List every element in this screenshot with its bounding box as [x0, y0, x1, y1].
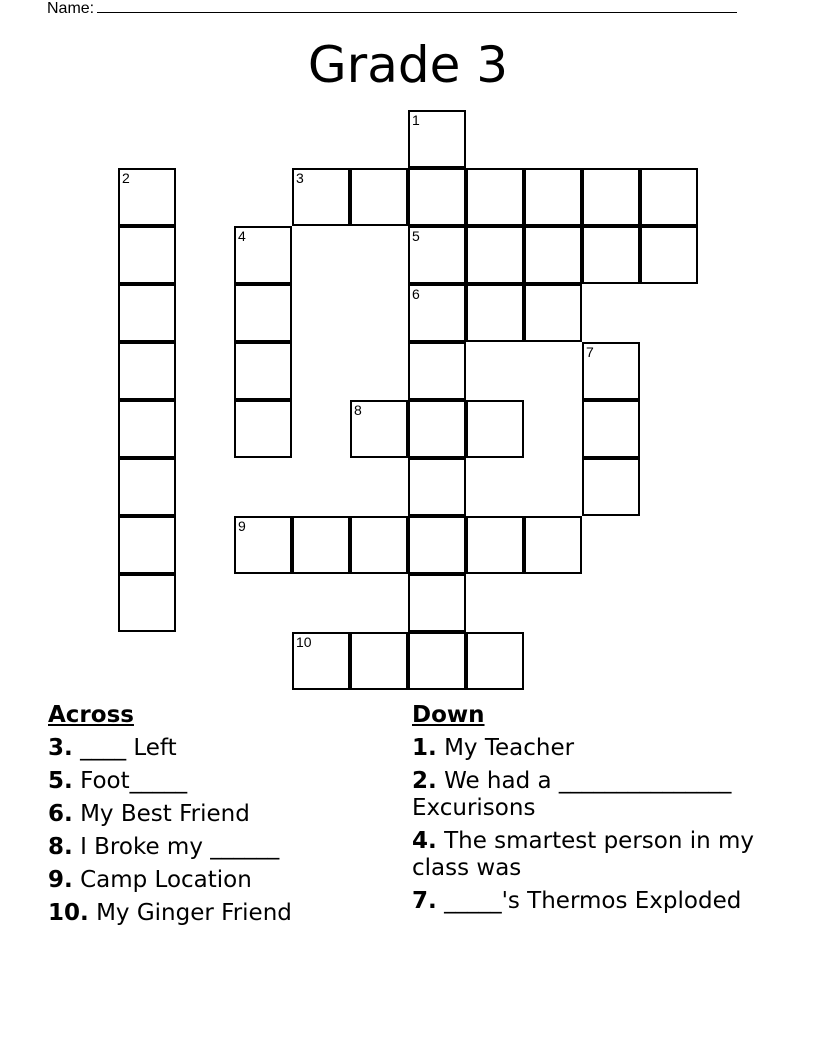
clue-item — [48, 801, 388, 828]
grid-cell[interactable] — [350, 516, 408, 574]
clue-item-number: 6. — [48, 801, 73, 827]
grid-cell[interactable] — [524, 168, 582, 226]
clue-item-number: 8. — [48, 834, 73, 860]
clue-item-text: ____ Left — [80, 735, 177, 761]
clue-number: 4 — [238, 228, 246, 244]
grid-cell[interactable] — [292, 516, 350, 574]
clue-item-text: Foot_____ — [80, 768, 188, 794]
grid-cell[interactable] — [408, 226, 466, 284]
clue-item — [412, 888, 782, 915]
clue-item — [48, 867, 388, 894]
grid-cell[interactable] — [582, 400, 640, 458]
clue-item-text: My Ginger Friend — [96, 900, 292, 926]
clue-item — [412, 828, 782, 882]
grid-cell[interactable] — [582, 342, 640, 400]
down-clues — [412, 702, 782, 921]
grid-cell[interactable] — [234, 400, 292, 458]
across-heading: Across — [48, 702, 134, 728]
clue-number: 10 — [296, 634, 312, 650]
down-clue-list — [412, 735, 782, 915]
clue-item — [48, 834, 388, 861]
grid-cell[interactable] — [524, 226, 582, 284]
clue-number: 2 — [122, 170, 130, 186]
grid-cell[interactable] — [408, 110, 466, 168]
clue-number: 5 — [412, 228, 420, 244]
clue-number: 6 — [412, 286, 420, 302]
grid-cell[interactable] — [292, 632, 350, 690]
grid-cell[interactable] — [582, 226, 640, 284]
across-clues — [48, 702, 388, 933]
grid-cell[interactable] — [118, 342, 176, 400]
grid-cell[interactable] — [408, 632, 466, 690]
clue-item-number: 2. — [412, 768, 437, 794]
clue-item — [412, 735, 782, 762]
grid-cell[interactable] — [118, 400, 176, 458]
clue-item-text: We had a _______________ Excurisons — [412, 768, 732, 821]
clue-item-text: _____'s Thermos Exploded — [444, 888, 742, 914]
grid-cell[interactable] — [234, 284, 292, 342]
clue-item-text: My Teacher — [444, 735, 575, 761]
grid-cell[interactable] — [524, 516, 582, 574]
grid-cell[interactable] — [408, 284, 466, 342]
grid-cell[interactable] — [466, 226, 524, 284]
grid-cell[interactable] — [524, 284, 582, 342]
clue-number: 1 — [412, 112, 420, 128]
grid-cell[interactable] — [118, 574, 176, 632]
grid-cell[interactable] — [582, 168, 640, 226]
clue-item-text: I Broke my ______ — [80, 834, 280, 860]
grid-cell[interactable] — [408, 400, 466, 458]
grid-cell[interactable] — [466, 400, 524, 458]
grid-cell[interactable] — [350, 632, 408, 690]
grid-cell[interactable] — [640, 168, 698, 226]
clue-number: 8 — [354, 402, 362, 418]
across-clue-list — [48, 735, 388, 927]
clue-item-text: Camp Location — [80, 867, 252, 893]
grid-cell[interactable] — [234, 516, 292, 574]
down-heading: Down — [412, 702, 485, 728]
clue-item-number: 7. — [412, 888, 437, 914]
clue-number: 3 — [296, 170, 304, 186]
page-title: Grade 3 — [307, 36, 509, 94]
grid-cell[interactable] — [234, 226, 292, 284]
grid-cell[interactable] — [466, 284, 524, 342]
grid-cell[interactable] — [118, 284, 176, 342]
grid-cell[interactable] — [350, 168, 408, 226]
clue-item-text: My Best Friend — [80, 801, 250, 827]
grid-cell[interactable] — [118, 168, 176, 226]
clue-item-number: 3. — [48, 735, 73, 761]
grid-cell[interactable] — [408, 516, 466, 574]
clue-item — [412, 768, 782, 822]
grid-cell[interactable] — [466, 516, 524, 574]
clue-item-number: 4. — [412, 828, 437, 854]
clue-item-number: 1. — [412, 735, 437, 761]
grid-cell[interactable] — [350, 400, 408, 458]
grid-cell[interactable] — [118, 516, 176, 574]
clue-item — [48, 768, 388, 795]
clue-number: 7 — [586, 344, 594, 360]
clue-item — [48, 735, 388, 762]
grid-cell[interactable] — [408, 342, 466, 400]
name-label: Name: — [47, 0, 95, 17]
grid-cell[interactable] — [466, 632, 524, 690]
grid-cell[interactable] — [408, 574, 466, 632]
grid-cell[interactable] — [408, 458, 466, 516]
grid-cell[interactable] — [640, 226, 698, 284]
grid-cell[interactable] — [234, 342, 292, 400]
clue-item-number: 10. — [48, 900, 89, 926]
grid-cell[interactable] — [292, 168, 350, 226]
clue-item-number: 5. — [48, 768, 73, 794]
grid-cell[interactable] — [118, 458, 176, 516]
clue-item-text: The smartest person in my class was — [412, 828, 755, 881]
clue-item — [48, 900, 388, 927]
grid-cell[interactable] — [118, 226, 176, 284]
clue-number: 9 — [238, 518, 246, 534]
grid-cell[interactable] — [582, 458, 640, 516]
clue-item-number: 9. — [48, 867, 73, 893]
grid-cell[interactable] — [466, 168, 524, 226]
grid-cell[interactable] — [408, 168, 466, 226]
